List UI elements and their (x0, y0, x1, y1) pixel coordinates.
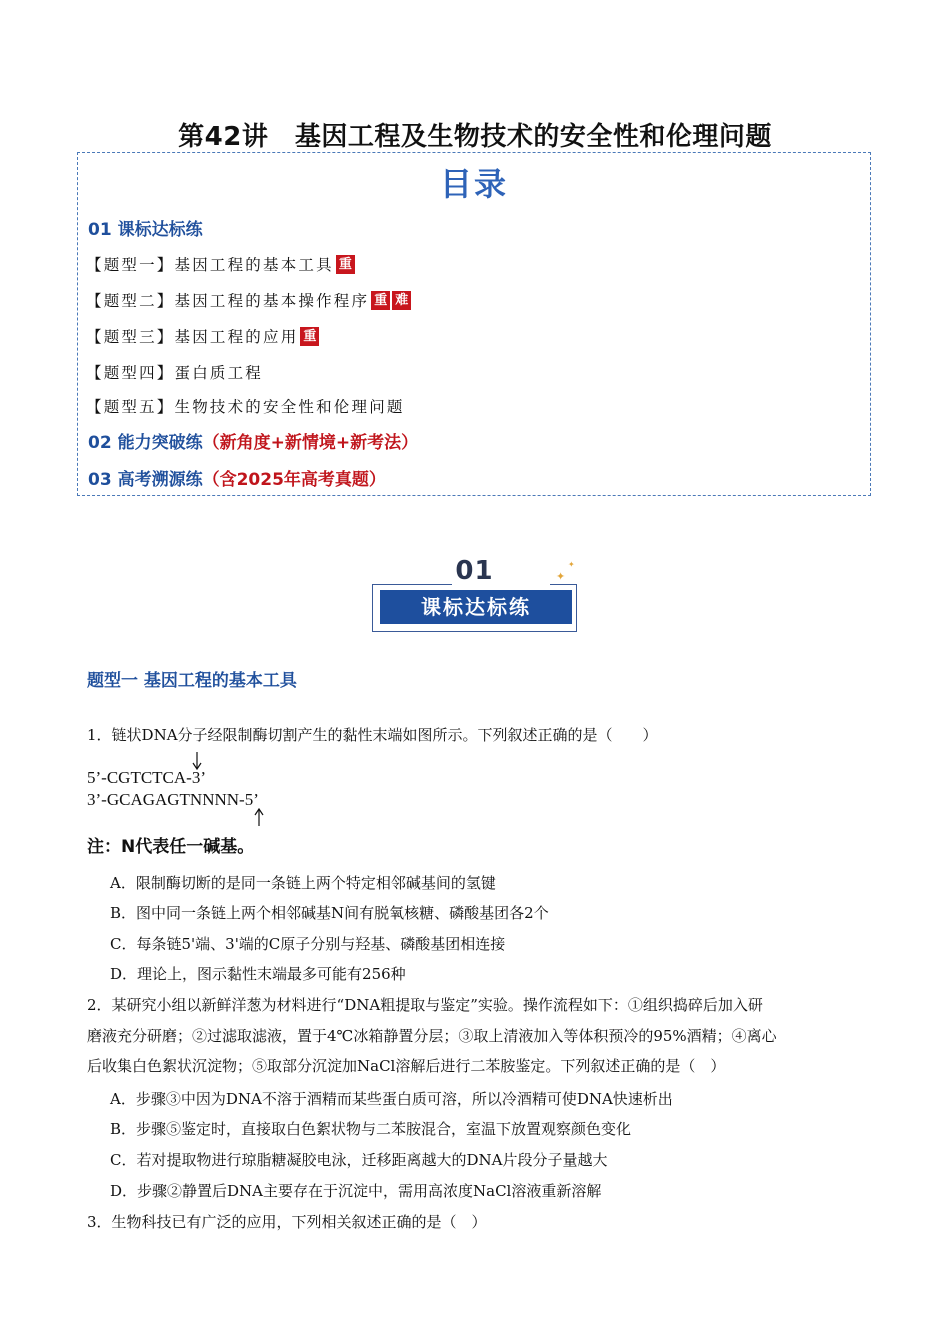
toc-section-extra: （新角度+新情境+新考法） (202, 433, 419, 453)
question-1-option-a[interactable]: A．限制酶切断的是同一条链上两个特定相邻碱基间的氢键 (110, 874, 496, 892)
toc-item-5[interactable] (86, 395, 405, 417)
sparkle-icon: ✦ (556, 570, 566, 583)
question-3-stem: 3．生物科技已有广泛的应用，下列相关叙述正确的是（ ） (87, 1213, 487, 1231)
toc-item-1[interactable] (86, 253, 355, 275)
question-1-option-d[interactable]: D．理论上，图示黏性末端最多可能有256种 (110, 965, 406, 983)
question-1-option-b[interactable]: B．图中同一条链上两个相邻碱基N间有脱氧核糖、磷酸基团各2个 (110, 904, 549, 922)
toc-item-label: 【题型五】生物技术的安全性和伦理问题 (86, 398, 405, 416)
toc-item-label: 【题型三】基因工程的应用 (86, 328, 299, 346)
section-title: 题型一 基因工程的基本工具 (87, 671, 297, 691)
toc-section-02[interactable] (88, 428, 418, 453)
toc-item-label: 【题型四】蛋白质工程 (86, 364, 264, 382)
toc-heading: 目录 (439, 165, 508, 203)
toc-section-label: 03 高考溯源练 (88, 470, 203, 490)
toc-item-label: 【题型二】基因工程的基本操作程序 (86, 292, 370, 310)
question-2-option-a[interactable]: A．步骤③中因为DNA不溶于酒精而某些蛋白质可溶，所以冷酒精可使DNA快速析出 (110, 1090, 673, 1108)
sticky-end-figure (87, 752, 347, 862)
question-2-option-c[interactable]: C．若对提取物进行琼脂糖凝胶电泳，迁移距离越大的DNA片段分子量越大 (110, 1151, 608, 1169)
toc-section-label: 02 能力突破练 (88, 433, 203, 453)
toc-section-03[interactable] (88, 465, 386, 490)
toc-item-4[interactable] (86, 361, 263, 383)
toc-item-3[interactable] (86, 325, 319, 347)
tag-important: 重 (300, 327, 319, 346)
toc-item-label: 【题型一】基因工程的基本工具 (86, 256, 334, 274)
question-2-stem-line-2: 磨液充分研磨；②过滤取滤液，置于4℃冰箱静置分层；③取上清液加入等体积预冷的95%酒精；④离心 (87, 1027, 777, 1045)
banner-number: 01 (455, 556, 494, 586)
section-banner (372, 556, 582, 636)
toc-item-2[interactable] (86, 289, 411, 311)
toc-section-label: 01 课标达标练 (88, 220, 203, 240)
page-title: 第42讲 基因工程及生物技术的安全性和伦理问题 (178, 122, 772, 152)
tag-important: 重 (336, 255, 355, 274)
question-1-stem: 1．链状DNA分子经限制酶切割产生的黏性末端如图所示。下列叙述正确的是（ ） (87, 726, 658, 744)
question-2-stem-line-3: 后收集白色絮状沉淀物；⑤取部分沉淀加NaCl溶解后进行二苯胺鉴定。下列叙述正确的是（ ） (87, 1057, 726, 1075)
banner-label: 课标达标练 (380, 590, 572, 624)
toc-section-01[interactable] (88, 215, 203, 240)
question-2-option-d[interactable]: D．步骤②静置后DNA主要存在于沉淀中，需用高浓度NaCl溶液重新溶解 (110, 1182, 602, 1200)
dna-top-strand: 5’-CGTCTCA-3’ (87, 768, 206, 787)
tag-difficult: 难 (392, 291, 411, 310)
table-of-contents (77, 152, 871, 496)
dna-bottom-strand: 3’-GCAGAGTNNNN-5’ (87, 790, 259, 809)
question-2-option-b[interactable]: B．步骤⑤鉴定时，直接取白色絮状物与二苯胺混合，室温下放置观察颜色变化 (110, 1120, 632, 1138)
toc-section-extra: （含2025年高考真题） (202, 470, 386, 490)
question-1-option-c[interactable]: C．每条链5'端、3'端的C原子分别与羟基、磷酸基团相连接 (110, 935, 506, 953)
tag-important: 重 (371, 291, 390, 310)
figure-note: 注：N代表任一碱基。 (87, 837, 255, 857)
question-2-stem-line-1: 2．某研究小组以新鲜洋葱为材料进行“DNA粗提取与鉴定”实验。操作流程如下：①组织捣碎后加入研 (87, 996, 763, 1014)
sparkle-icon: ✦ (568, 560, 575, 569)
